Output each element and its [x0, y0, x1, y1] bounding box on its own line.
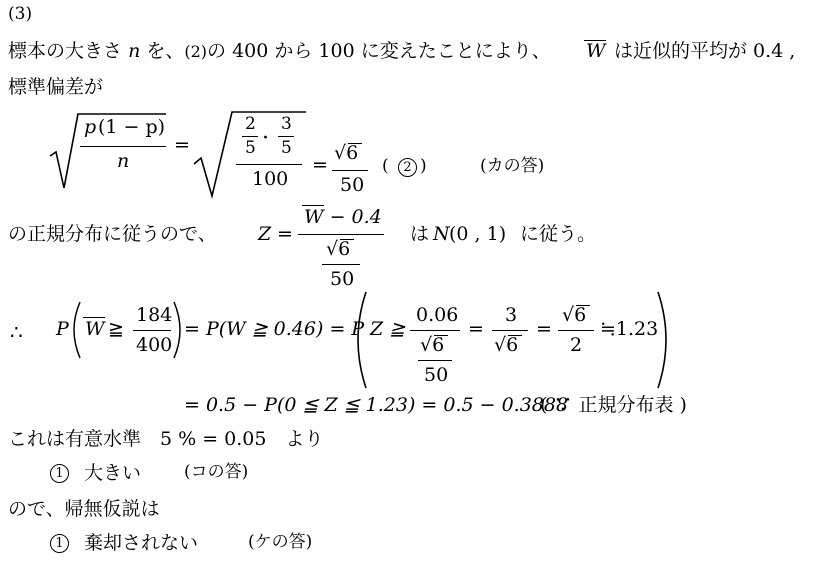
part-label: (3) [8, 4, 33, 24]
sd-eq2: = [312, 154, 328, 176]
prob-P1: P [56, 318, 69, 340]
sd-den-n: n [117, 150, 130, 172]
circled-2-icon: 2 [398, 158, 417, 177]
var-W-bar: W [586, 40, 606, 62]
frac-sqrt6-num: √6 [562, 304, 587, 326]
answer-ka: (カの答) [480, 156, 545, 176]
z-den-sqrt6: √6 [326, 238, 351, 260]
frac-3: 3 [505, 304, 518, 326]
text-normal: の正規分布に従うので、 [8, 223, 217, 245]
frac-3-sqrt6: √6 [494, 334, 519, 356]
sd-den-100: 100 [252, 168, 289, 190]
text-ha: は [410, 223, 430, 245]
frac-2-den: 5 [245, 138, 256, 158]
prob-eq3: = [468, 318, 484, 340]
ans-ke-label: 棄却されない [84, 532, 199, 554]
para1-line2: 標準偏差が [8, 76, 104, 98]
sqrt6-vinculum [348, 143, 362, 144]
frac-2-num: 2 [245, 114, 256, 134]
var-n: n [128, 40, 141, 62]
text-change: の 400 から 100 に変えたことにより、 [207, 40, 551, 62]
times-dot: · [262, 126, 269, 151]
frac-184-bar [133, 330, 171, 331]
frac-3-vinculum [508, 335, 522, 336]
sd-eq1: = [174, 134, 190, 156]
ans-ke-note: (ケの答) [248, 532, 313, 552]
z-den-bar [322, 264, 360, 265]
text-mean: は近似的平均が 0.4 , [614, 40, 796, 62]
sd-sqrt6: √6 [334, 142, 359, 164]
approx-value: ≒1.23 [600, 318, 659, 340]
therefore-sign: ∴ [10, 320, 23, 344]
text-wo: を、 [146, 40, 185, 62]
mark-open: ( [382, 156, 389, 176]
text-follows: に従う。 [520, 223, 597, 245]
mark-close: ) [420, 156, 427, 176]
frac-400: 400 [136, 334, 173, 356]
z-den-50: 50 [330, 268, 355, 290]
frac-3-num: 3 [281, 114, 292, 134]
sd-num-p: p [84, 116, 97, 138]
sd-frac-bar [80, 146, 166, 147]
frac-3-bar [492, 330, 528, 331]
para1-line1 [8, 42, 551, 61]
sd-den-50: 50 [340, 174, 365, 196]
frac-sqrt6-bar [558, 330, 594, 331]
ans-ko-note: (コの答) [184, 462, 249, 482]
paren-left-1 [68, 300, 82, 360]
hyp-text: ので、帰無仮説は [8, 498, 160, 520]
sd-frac-bar-2 [236, 164, 302, 165]
z-frac-bar [298, 234, 384, 235]
prob-geq: ≧ [108, 318, 124, 340]
prob-eq4: = [536, 318, 552, 340]
ans-ko-label: 大きい [84, 462, 142, 484]
frac-006-bar [410, 330, 460, 331]
frac-2: 2 [570, 334, 583, 356]
frac-sqrt6-vinculum [576, 305, 590, 306]
n-args: (0 , 1) [449, 223, 507, 245]
var-Z: Z [258, 223, 272, 245]
frac-3-den: 5 [281, 138, 292, 158]
sd-frac-bar-3 [332, 170, 368, 171]
frac-006-den-bar [418, 360, 452, 361]
prob-eq-P: = P(W ≧ 0.46) = P [184, 318, 365, 340]
circled-1-icon: 1 [50, 464, 69, 483]
sd-num-rest: (1 − p) [98, 116, 166, 138]
paren-left-2 [350, 290, 368, 390]
circled-1-icon-2: 1 [50, 534, 69, 553]
z-sqrt6-vinculum [340, 239, 354, 240]
var-N: N [433, 223, 450, 245]
z-eq: = [277, 223, 293, 245]
overline-W [584, 40, 606, 41]
text-sample-size: 標本の大きさ [8, 40, 123, 62]
ref-2: (2) [184, 42, 208, 61]
sig-text: これは有意水準 5 % = 0.05 より [8, 428, 324, 450]
cont-equation: = 0.5 − P(0 ≦ Z ≦ 1.23) = 0.5 − 0.3888 [184, 394, 569, 416]
prob-Z: Z ≧ [370, 318, 406, 340]
frac-184: 184 [136, 304, 173, 326]
frac-006-sqrt6: √6 [420, 334, 445, 356]
frac-2-5-bar [242, 136, 258, 137]
frac-006: 0.06 [416, 304, 459, 326]
z-num: W − 0.4 [304, 206, 382, 228]
frac-006-50: 50 [424, 364, 449, 386]
paren-right-2 [656, 290, 674, 390]
frac-006-vinculum [434, 335, 448, 336]
frac-3-5-bar [278, 136, 294, 137]
prob-W1: W [85, 318, 105, 340]
cont-note: ( ∵ 正規分布表 ) [540, 394, 687, 416]
